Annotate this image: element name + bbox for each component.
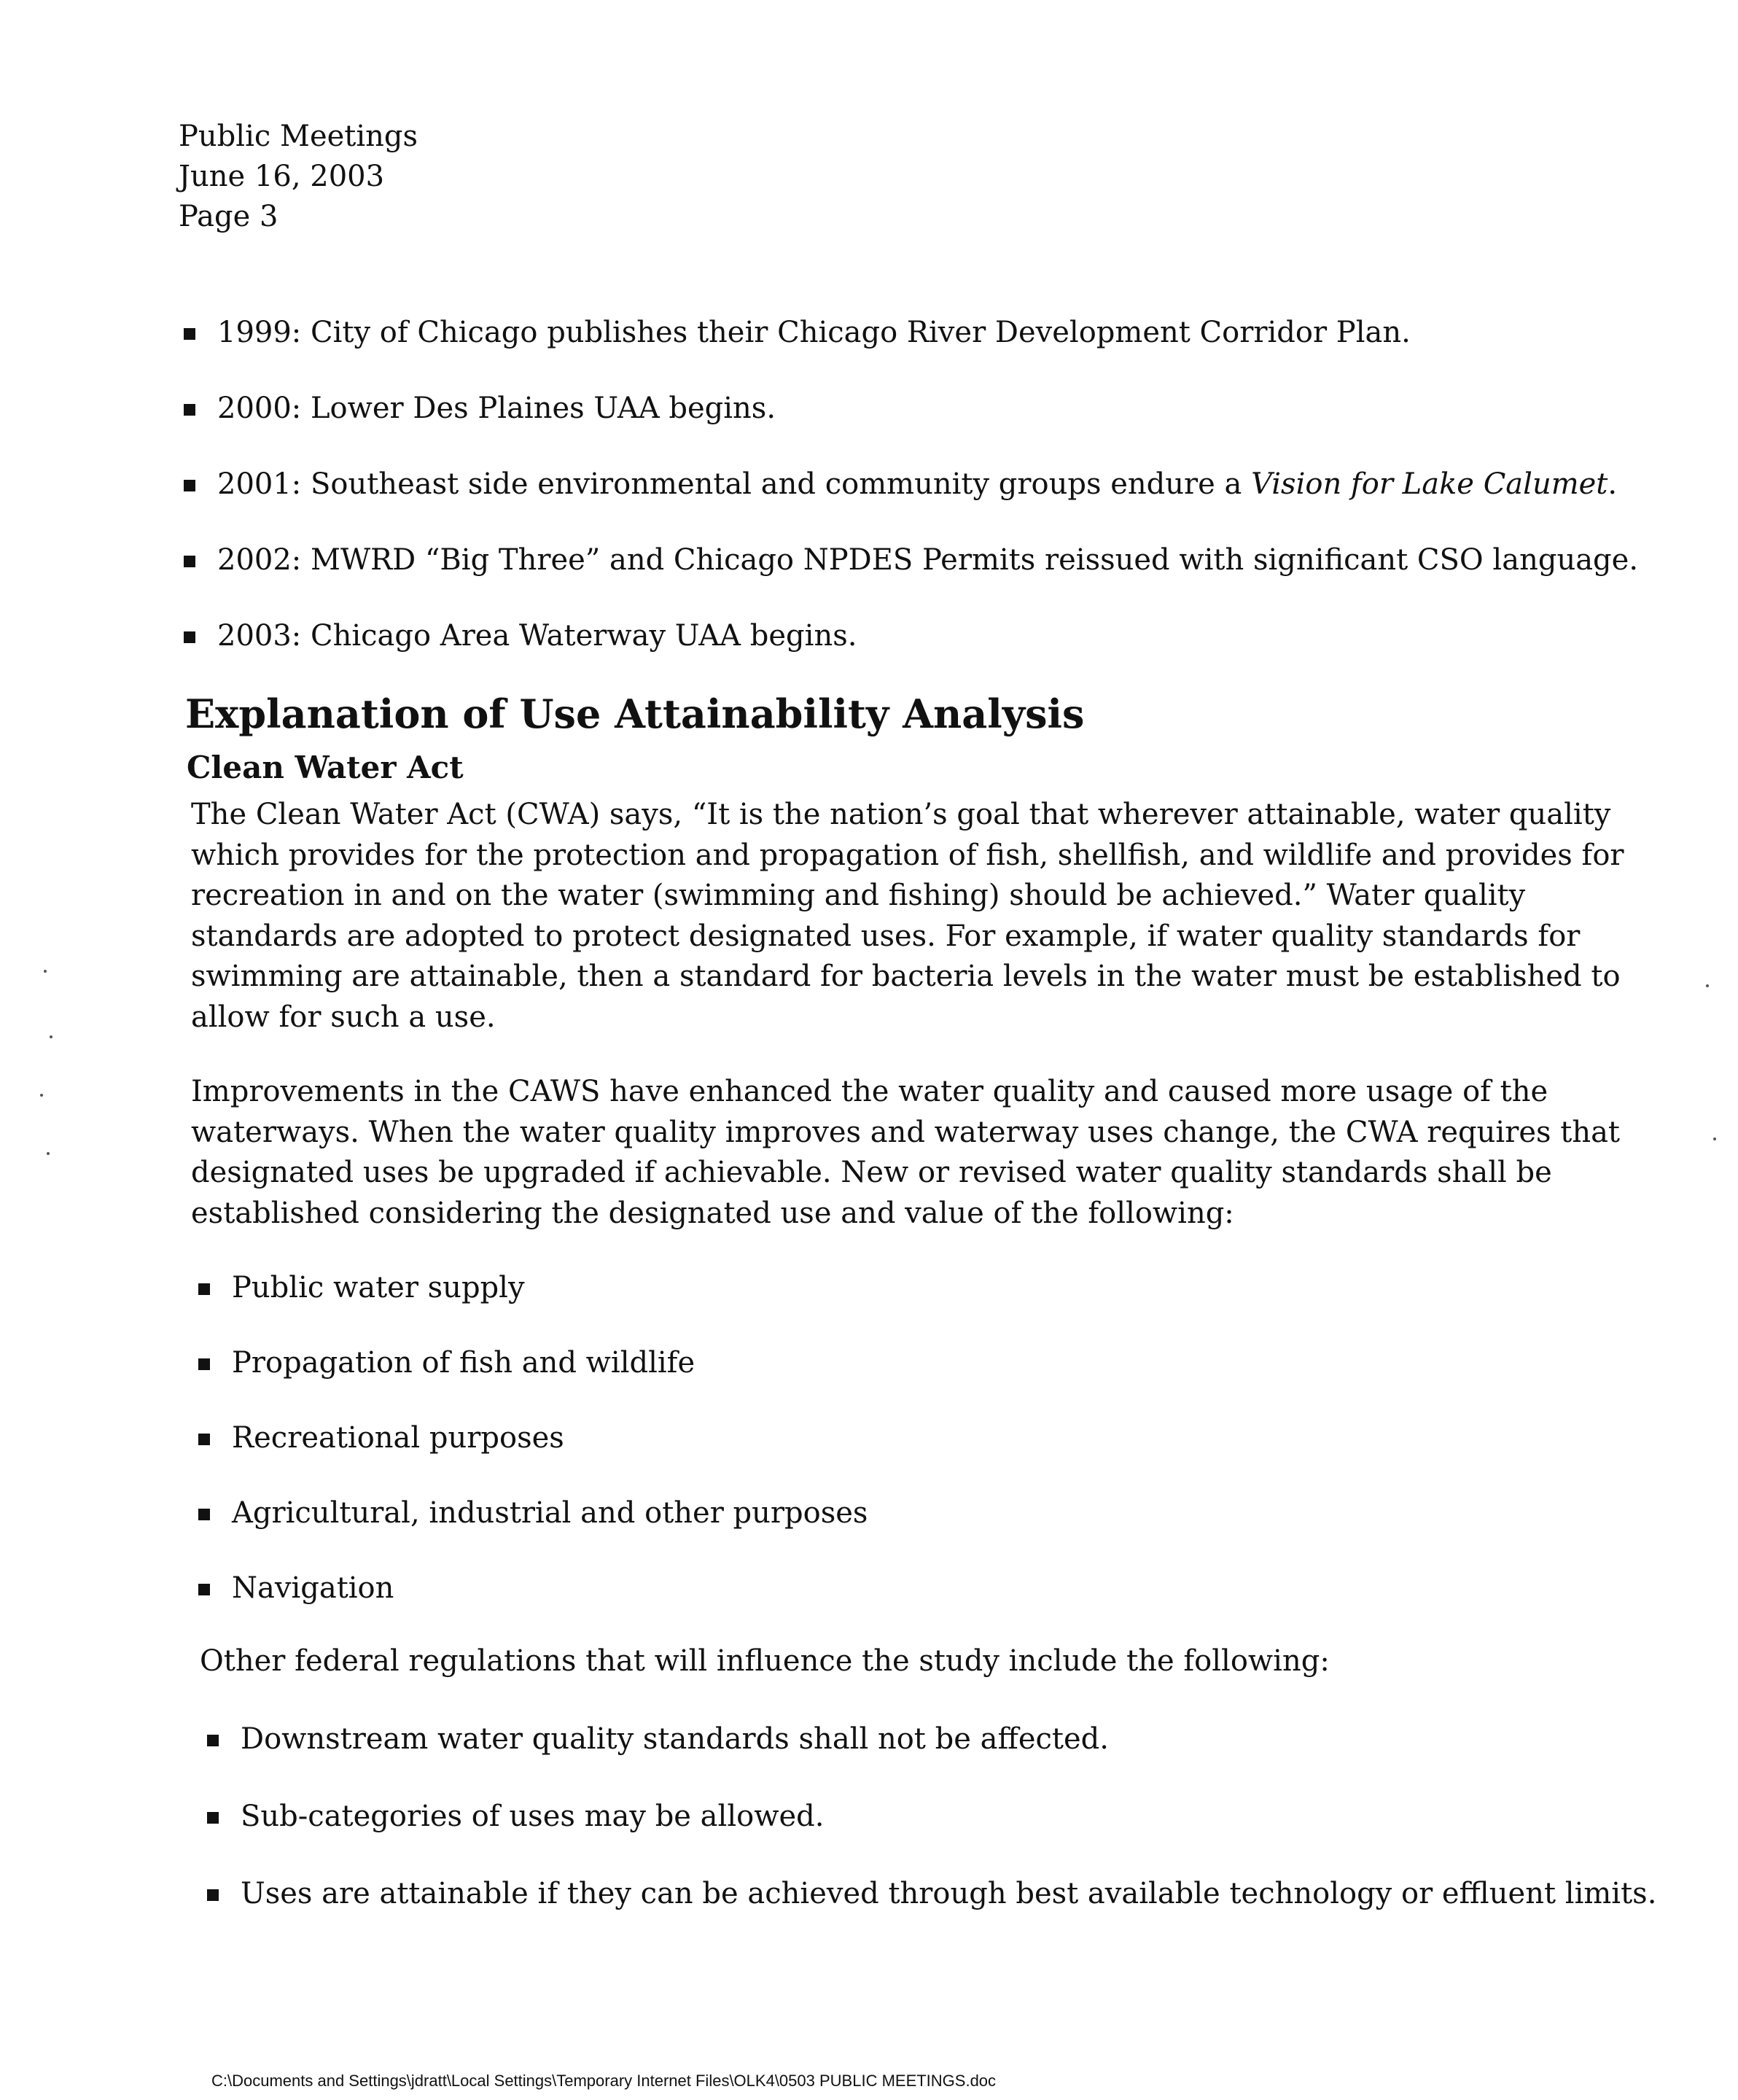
- bullet-square-icon: [198, 1509, 210, 1520]
- list-item: Agricultural, industrial and other purposes: [195, 1493, 1581, 1533]
- paragraph: Improvements in the CAWS have enhanced the water quality and caused more usage of the waterways. When the water quality improves and waterway uses change, the CWA requires that designated uses be upgraded if achievable. New or revised water quality standards shall be established considering the designated use and value of the following:: [191, 1075, 1620, 1230]
- file-path-footer: C:\Documents and Settings\jdratt\Local Settings\Temporary Internet Files\OLK4\0503 PUBLIC MEETINGS.doc: [211, 2072, 997, 2090]
- regulations-lead: Other federal regulations that will influence the study include the following:: [200, 1644, 1330, 1678]
- bullet-square-icon: [184, 480, 195, 491]
- header-title: Public Meetings: [179, 120, 418, 153]
- list-item: Propagation of fish and wildlife: [195, 1342, 1581, 1383]
- bullet-square-icon: [184, 631, 195, 643]
- page-header: [179, 117, 418, 237]
- scan-speck: [44, 970, 47, 973]
- bullet-square-icon: [184, 404, 195, 416]
- scan-speck: [40, 1094, 43, 1097]
- list-item: Navigation: [195, 1568, 1581, 1609]
- list-item: Recreational purposes: [195, 1418, 1581, 1458]
- paragraph: The Clean Water Act (CWA) says, “It is the nation’s goal that wherever attainable, water quality which provides for the protection and propagation of fish, shellfish, and wildlife and provides for recreation in and on the water (swimming and fishing) should be achieved.” Water quality standards are adopted to protect designated uses. For example, if water quality standards for swimming are attainable, then a standard for bacteria levels in the water must be established to allow for such a use.: [191, 798, 1624, 1034]
- italic-title: Vision for Lake Calumet: [1251, 467, 1608, 501]
- list-item: 2001: Southeast side environmental and community groups endure a Vision for Lake Calumet.: [181, 464, 1639, 505]
- list-item: Public water supply: [195, 1267, 1581, 1308]
- list-item: 1999: City of Chicago publishes their Chicago River Development Corridor Plan.: [181, 312, 1639, 353]
- bullet-square-icon: [207, 1735, 219, 1746]
- bullet-square-icon: [207, 1889, 219, 1901]
- scan-speck: [1713, 1138, 1716, 1140]
- bullet-square-icon: [184, 556, 195, 567]
- scan-speck: [47, 1152, 50, 1155]
- timeline-list: [181, 312, 1639, 691]
- regulations-list: [204, 1719, 1662, 1951]
- section-heading: Explanation of Use Attainability Analysis: [185, 691, 1085, 737]
- bullet-square-icon: [198, 1584, 210, 1595]
- scan-speck: [50, 1035, 52, 1038]
- bullet-square-icon: [207, 1812, 219, 1824]
- list-item: Uses are attainable if they can be achieved through best available technology or effluent limits.: [204, 1873, 1662, 1914]
- list-item: Downstream water quality standards shall not be affected.: [204, 1719, 1662, 1759]
- scan-speck: [1706, 984, 1709, 987]
- section-subheading: Clean Water Act: [187, 750, 464, 785]
- list-item: 2003: Chicago Area Waterway UAA begins.: [181, 615, 1639, 656]
- bullet-square-icon: [198, 1358, 210, 1370]
- list-item: Sub-categories of uses may be allowed.: [204, 1796, 1662, 1837]
- uses-list: [195, 1267, 1581, 1643]
- bullet-square-icon: [184, 328, 195, 340]
- list-item: 2002: MWRD “Big Three” and Chicago NPDES Permits reissued with significant CSO language.: [181, 540, 1639, 580]
- bullet-square-icon: [198, 1434, 210, 1445]
- header-date: June 16, 2003: [179, 160, 385, 193]
- header-page-number: Page 3: [179, 200, 278, 233]
- bullet-square-icon: [198, 1283, 210, 1295]
- list-item: 2000: Lower Des Plaines UAA begins.: [181, 388, 1639, 429]
